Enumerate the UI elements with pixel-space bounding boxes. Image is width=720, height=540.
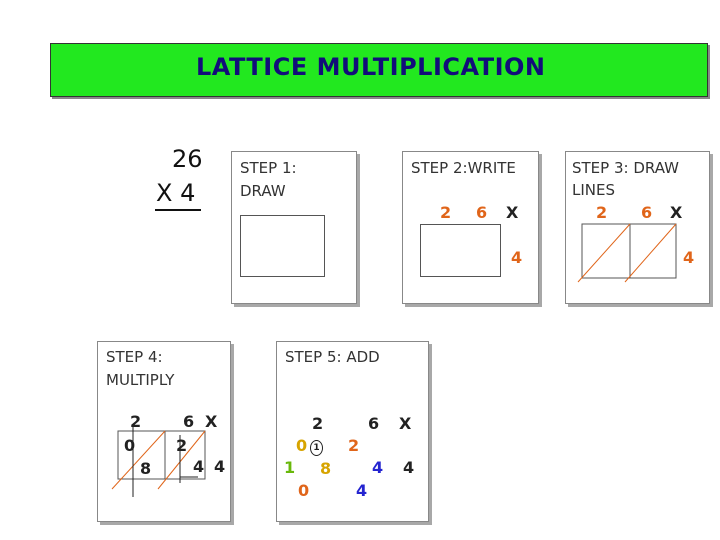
step4-digit-2: 2	[130, 412, 142, 431]
step2-digit-4: 4	[511, 248, 523, 267]
step4-cell1-ones: 8	[140, 459, 152, 478]
step5-digit-2: 2	[312, 414, 324, 433]
step1-title: STEP 1:	[240, 159, 297, 177]
step5-result-ones: 4	[356, 481, 368, 500]
step4-digit-6: 6	[183, 412, 195, 431]
step4-times: X	[205, 412, 218, 431]
step5-cell1-tens: 0	[296, 436, 308, 455]
step5-cell2-ones: 4	[372, 458, 384, 477]
step3-digit-6: 6	[641, 203, 653, 222]
step3-digit-4: 4	[683, 248, 695, 267]
step4-cell2-tens: 2	[176, 436, 188, 455]
step5-cell1-ones: 8	[320, 459, 332, 478]
step5-times: X	[399, 414, 412, 433]
step5-digit-4: 4	[403, 458, 415, 477]
page-title: LATTICE MULTIPLICATION	[196, 53, 546, 81]
step3-subtitle: LINES	[572, 181, 616, 199]
step2-digit-2: 2	[440, 203, 452, 222]
step3-digit-2: 2	[596, 203, 608, 222]
step5-digit-6: 6	[368, 414, 380, 433]
step1-rectangle	[240, 215, 325, 277]
step4-cell1-tens: 0	[124, 436, 136, 455]
step5-carry: 1	[310, 440, 323, 456]
step3-times: X	[670, 203, 683, 222]
problem-multiplier: X 4	[156, 179, 196, 207]
step5-result-thousands: 1	[284, 458, 296, 477]
step5-title: STEP 5: ADD	[285, 348, 380, 366]
step2-title: STEP 2:WRITE	[411, 159, 516, 177]
step5-cell2-tens: 2	[348, 436, 360, 455]
step3-lattice	[565, 220, 685, 305]
problem-multiplicand: 26	[172, 145, 203, 173]
step3-title: STEP 3: DRAW	[572, 159, 679, 177]
problem-underline	[155, 209, 201, 211]
step4-subtitle: MULTIPLY	[106, 371, 175, 389]
step4-cell2-ones: 4	[193, 457, 205, 476]
step1-subtitle: DRAW	[240, 182, 286, 200]
step2-rectangle	[420, 224, 501, 277]
step5-result-tens: 0	[298, 481, 310, 500]
step2-times: X	[506, 203, 519, 222]
step2-digit-6: 6	[476, 203, 488, 222]
step4-title: STEP 4:	[106, 348, 163, 366]
step4-digit-4: 4	[214, 457, 226, 476]
